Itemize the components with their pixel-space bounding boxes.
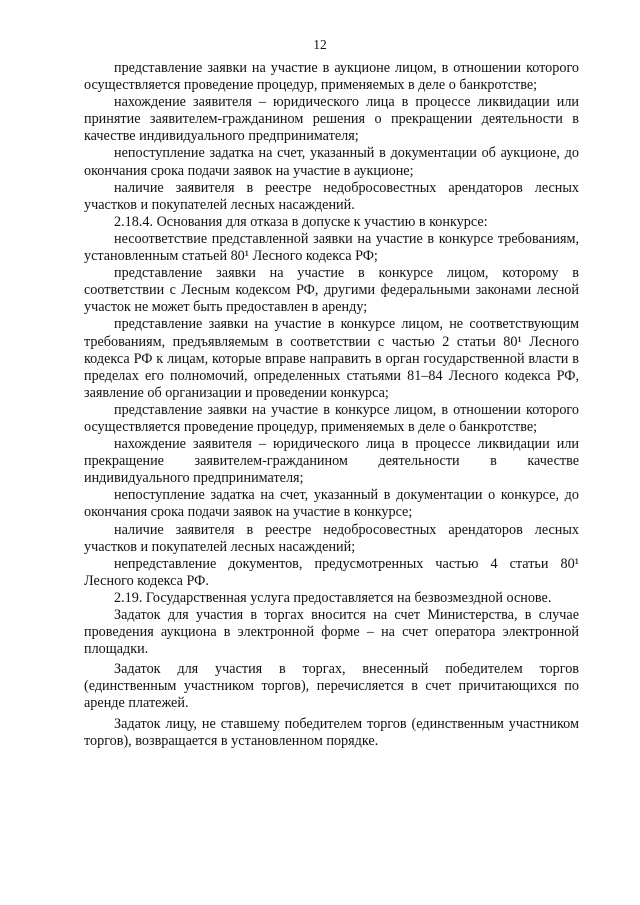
- paragraph: непоступление задатка на счет, указанный в документации об аукционе, до окончания срока подачи заявок на участие в аукционе;: [84, 145, 579, 179]
- paragraph: представление заявки на участие в конкурсе лицом, не соответствующим требованиям, предъявляемым в соответствии с частью 2 статьи 80¹ Лесного кодекса РФ к лицам, которые вправе направить в орган государственной власти в пределах его полномочий, определенных статьями 81–84 Лесного кодекса РФ, заявление об организации и проведении конкурса;: [84, 316, 579, 401]
- paragraph: несоответствие представленной заявки на участие в конкурсе требованиям, установленным статьей 80¹ Лесного кодекса РФ;: [84, 230, 579, 265]
- paragraph: непредставление документов, предусмотренных частью 4 статьи 80¹ Лесного кодекса РФ.: [84, 555, 579, 589]
- paragraph: наличие заявителя в реестре недобросовестных арендаторов лесных участков и покупателей лесных насаждений;: [84, 521, 579, 555]
- section-heading: 2.18.4. Основания для отказа в допуске к участию в конкурсе:: [114, 213, 488, 230]
- paragraph: представление заявки на участие в конкурсе лицом, в отношении которого осуществляется проведение процедур, применяемых в деле о банкротстве;: [84, 401, 579, 435]
- paragraph: наличие заявителя в реестре недобросовестных арендаторов лесных участков и покупателей лесных насаждений.: [84, 179, 579, 213]
- paragraph: Задаток для участия в торгах вносится на счет Министерства, в случае проведения аукциона в электронной форме – на счет оператора электронной площадки.: [84, 607, 579, 658]
- paragraph: Задаток лицу, не ставшему победителем торгов (единственным участником торгов), возвращается в установленном порядке.: [84, 715, 579, 749]
- section-heading: 2.19. Государственная услуга предоставляется на безвозмездной основе.: [114, 589, 552, 606]
- paragraph: Задаток для участия в торгах, внесенный победителем торгов (единственным участником торгов), перечисляется в счет причитающихся по аренде платежей.: [84, 661, 579, 712]
- document-body: [84, 60, 579, 750]
- paragraph: непоступление задатка на счет, указанный в документации о конкурсе, до окончания срока подачи заявок на участие в конкурсе;: [84, 487, 579, 521]
- paragraph: представление заявки на участие в аукционе лицом, в отношении которого осуществляется проведение процедур, применяемых в деле о банкротстве;: [84, 60, 579, 94]
- paragraph: нахождение заявителя – юридического лица в процессе ликвидации или прекращение заявителем-гражданином деятельности в качестве индивидуального предпринимателя;: [84, 436, 579, 487]
- page-number: 12: [313, 37, 327, 52]
- paragraph: представление заявки на участие в конкурсе лицом, которому в соответствии с Лесным кодексом РФ, другими федеральными законами лесной участок не может быть предоставлен в аренду;: [84, 265, 579, 316]
- paragraph: нахождение заявителя – юридического лица в процессе ликвидации или принятие заявителем-гражданином решения о прекращении деятельности в качестве индивидуального предпринимателя;: [84, 94, 579, 145]
